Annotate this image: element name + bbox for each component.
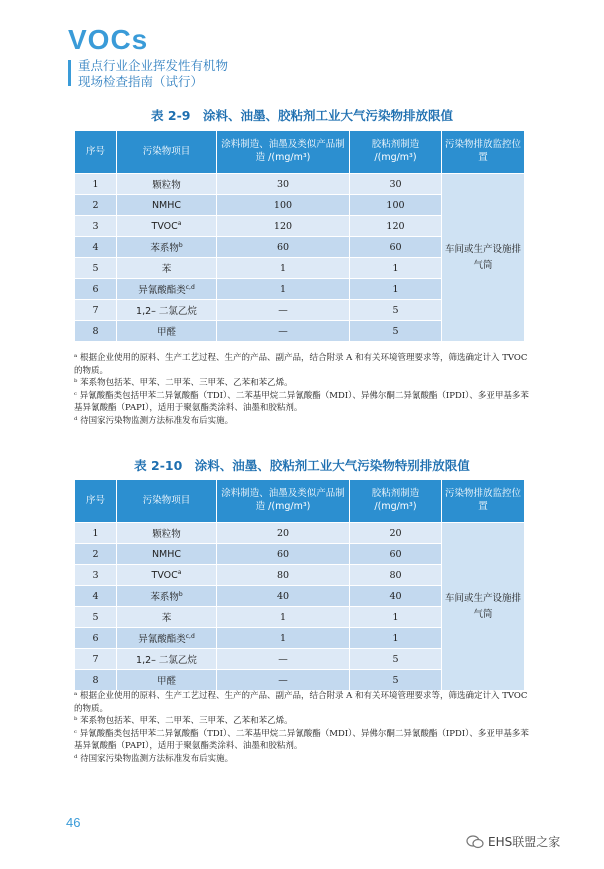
cell-item: 1,2– 二氯乙烷 bbox=[117, 649, 217, 670]
book-title-line2: 现场检查指南（试行） bbox=[78, 74, 204, 89]
footnote: ᵈ 待国家污染物监测方法标准发布后实施。 bbox=[74, 415, 234, 426]
cell-no: 3 bbox=[75, 216, 117, 237]
cell-paint-limit: — bbox=[217, 670, 350, 691]
footnote: ᶜ 异氰酸酯类包括甲苯二异氰酸酯（TDI）、二苯基甲烷二异氰酸酯（MDI）、异佛尔酮二异氰酸酯（IPDI）、多亚甲基多苯基异氰酸酯（PAPI），适用于聚氨酯类涂料、油墨和胶粘剂。 bbox=[74, 728, 529, 752]
footnote: ᵈ 待国家污染物监测方法标准发布后实施。 bbox=[74, 753, 234, 764]
cell-paint-limit: 1 bbox=[217, 628, 350, 649]
book-title-line1: 重点行业企业挥发性有机物 bbox=[78, 58, 229, 73]
cell-adhesive-limit: 1 bbox=[350, 279, 442, 300]
table-row bbox=[75, 174, 525, 195]
cell-item: 苯 bbox=[117, 607, 217, 628]
cell-paint-limit: — bbox=[217, 321, 350, 342]
table1-notes bbox=[74, 352, 534, 428]
cell-no: 6 bbox=[75, 279, 117, 300]
cell-item: TVOC$^a$ bbox=[117, 565, 217, 586]
watermark bbox=[466, 833, 560, 850]
cell-adhesive-limit: 5 bbox=[350, 300, 442, 321]
table1-header-no: 序号 bbox=[75, 131, 117, 174]
footnote: ᵇ 苯系物包括苯、甲苯、二甲苯、三甲苯、乙苯和苯乙烯。 bbox=[74, 378, 293, 389]
cell-item: NMHC bbox=[117, 195, 217, 216]
cell-paint-limit: 80 bbox=[217, 565, 350, 586]
cell-paint-limit: 20 bbox=[217, 523, 350, 544]
footnote: ᵃ 根据企业使用的原料、生产工艺过程、生产的产品、副产品，结合附录 A 和有关环境管理要求等，筛选确定计入 TVOC 的物质。 bbox=[74, 353, 528, 376]
cell-no: 1 bbox=[75, 523, 117, 544]
table2 bbox=[74, 479, 525, 691]
footnote: ᵇ 苯系物包括苯、甲苯、二甲苯、三甲苯、乙苯和苯乙烯。 bbox=[74, 716, 293, 727]
cell-no: 4 bbox=[75, 586, 117, 607]
cell-adhesive-limit: 60 bbox=[350, 544, 442, 565]
table1-caption: 表 2-9 涂料、油墨、胶粘剂工业大气污染物排放限值 bbox=[151, 108, 453, 123]
cell-adhesive-limit: 60 bbox=[350, 237, 442, 258]
table1-header-location: 污染物排放监控位置 bbox=[442, 131, 525, 174]
table2-header-paint: 涂料制造、油墨及类似产品制造 /(mg/m³) bbox=[217, 480, 350, 523]
cell-no: 4 bbox=[75, 237, 117, 258]
cell-item: NMHC bbox=[117, 544, 217, 565]
table-row bbox=[75, 523, 525, 544]
cell-no: 8 bbox=[75, 321, 117, 342]
cell-no: 5 bbox=[75, 258, 117, 279]
cell-adhesive-limit: 1 bbox=[350, 607, 442, 628]
wechat-icon bbox=[466, 835, 484, 849]
cell-item: 颗粒物 bbox=[117, 523, 217, 544]
monitoring-location: 车间或生产设施排气筒 bbox=[442, 174, 525, 342]
cell-item: 甲醛 bbox=[117, 670, 217, 691]
cell-adhesive-limit: 5 bbox=[350, 670, 442, 691]
table1-header-item: 污染物项目 bbox=[117, 131, 217, 174]
cell-item: TVOC$^a$ bbox=[117, 216, 217, 237]
cell-paint-limit: 1 bbox=[217, 607, 350, 628]
cell-paint-limit: 100 bbox=[217, 195, 350, 216]
table2-notes bbox=[74, 690, 534, 766]
cell-adhesive-limit: 80 bbox=[350, 565, 442, 586]
cell-adhesive-limit: 5 bbox=[350, 649, 442, 670]
table2-header-adhesive: 胶粘剂制造 /(mg/m³) bbox=[350, 480, 442, 523]
cell-adhesive-limit: 1 bbox=[350, 258, 442, 279]
cell-paint-limit: 1 bbox=[217, 279, 350, 300]
cell-item: 异氰酸酯类$^{c,d}$ bbox=[117, 279, 217, 300]
table2-header-item: 污染物项目 bbox=[117, 480, 217, 523]
page-number: 46 bbox=[66, 815, 81, 830]
footnote: ᶜ 异氰酸酯类包括甲苯二异氰酸酯（TDI）、二苯基甲烷二异氰酸酯（MDI）、异佛尔酮二异氰酸酯（IPDI）、多亚甲基多苯基异氰酸酯（PAPI），适用于聚氨酯类涂料、油墨和胶粘剂。 bbox=[74, 390, 529, 414]
table2-header-no: 序号 bbox=[75, 480, 117, 523]
cell-paint-limit: 1 bbox=[217, 258, 350, 279]
cell-adhesive-limit: 5 bbox=[350, 321, 442, 342]
table1 bbox=[74, 130, 525, 342]
cell-item: 1,2– 二氯乙烷 bbox=[117, 300, 217, 321]
table1-header-adhesive: 胶粘剂制造 /(mg/m³) bbox=[350, 131, 442, 174]
header-accent-bar bbox=[68, 60, 71, 86]
cell-paint-limit: 60 bbox=[217, 237, 350, 258]
cell-paint-limit: 120 bbox=[217, 216, 350, 237]
cell-item: 苯 bbox=[117, 258, 217, 279]
cell-item: 苯系物$^b$ bbox=[117, 237, 217, 258]
cell-paint-limit: — bbox=[217, 300, 350, 321]
cell-item: 颗粒物 bbox=[117, 174, 217, 195]
cell-item: 异氰酸酯类$^{c,d}$ bbox=[117, 628, 217, 649]
cell-no: 1 bbox=[75, 174, 117, 195]
cell-no: 8 bbox=[75, 670, 117, 691]
monitoring-location: 车间或生产设施排气筒 bbox=[442, 523, 525, 691]
cell-adhesive-limit: 30 bbox=[350, 174, 442, 195]
table2-header-location: 污染物排放监控位置 bbox=[442, 480, 525, 523]
watermark-text: EHS联盟之家 bbox=[488, 835, 561, 849]
cell-item: 苯系物$^b$ bbox=[117, 586, 217, 607]
cell-adhesive-limit: 120 bbox=[350, 216, 442, 237]
cell-no: 2 bbox=[75, 544, 117, 565]
cell-no: 5 bbox=[75, 607, 117, 628]
cell-adhesive-limit: 40 bbox=[350, 586, 442, 607]
cell-adhesive-limit: 1 bbox=[350, 628, 442, 649]
cell-adhesive-limit: 100 bbox=[350, 195, 442, 216]
cell-no: 3 bbox=[75, 565, 117, 586]
footnote: ᵃ 根据企业使用的原料、生产工艺过程、生产的产品、副产品，结合附录 A 和有关环境管理要求等，筛选确定计入 TVOC 的物质。 bbox=[74, 691, 528, 714]
cell-no: 6 bbox=[75, 628, 117, 649]
table1-header-paint: 涂料制造、油墨及类似产品制造 /(mg/m³) bbox=[217, 131, 350, 174]
cell-adhesive-limit: 20 bbox=[350, 523, 442, 544]
cell-paint-limit: 40 bbox=[217, 586, 350, 607]
cell-no: 2 bbox=[75, 195, 117, 216]
cell-paint-limit: 60 bbox=[217, 544, 350, 565]
cell-paint-limit: — bbox=[217, 649, 350, 670]
cell-no: 7 bbox=[75, 300, 117, 321]
series-title: VOCs bbox=[68, 24, 149, 55]
cell-no: 7 bbox=[75, 649, 117, 670]
table2-caption: 表 2-10 涂料、油墨、胶粘剂工业大气污染物特别排放限值 bbox=[134, 458, 470, 473]
cell-paint-limit: 30 bbox=[217, 174, 350, 195]
cell-item: 甲醛 bbox=[117, 321, 217, 342]
